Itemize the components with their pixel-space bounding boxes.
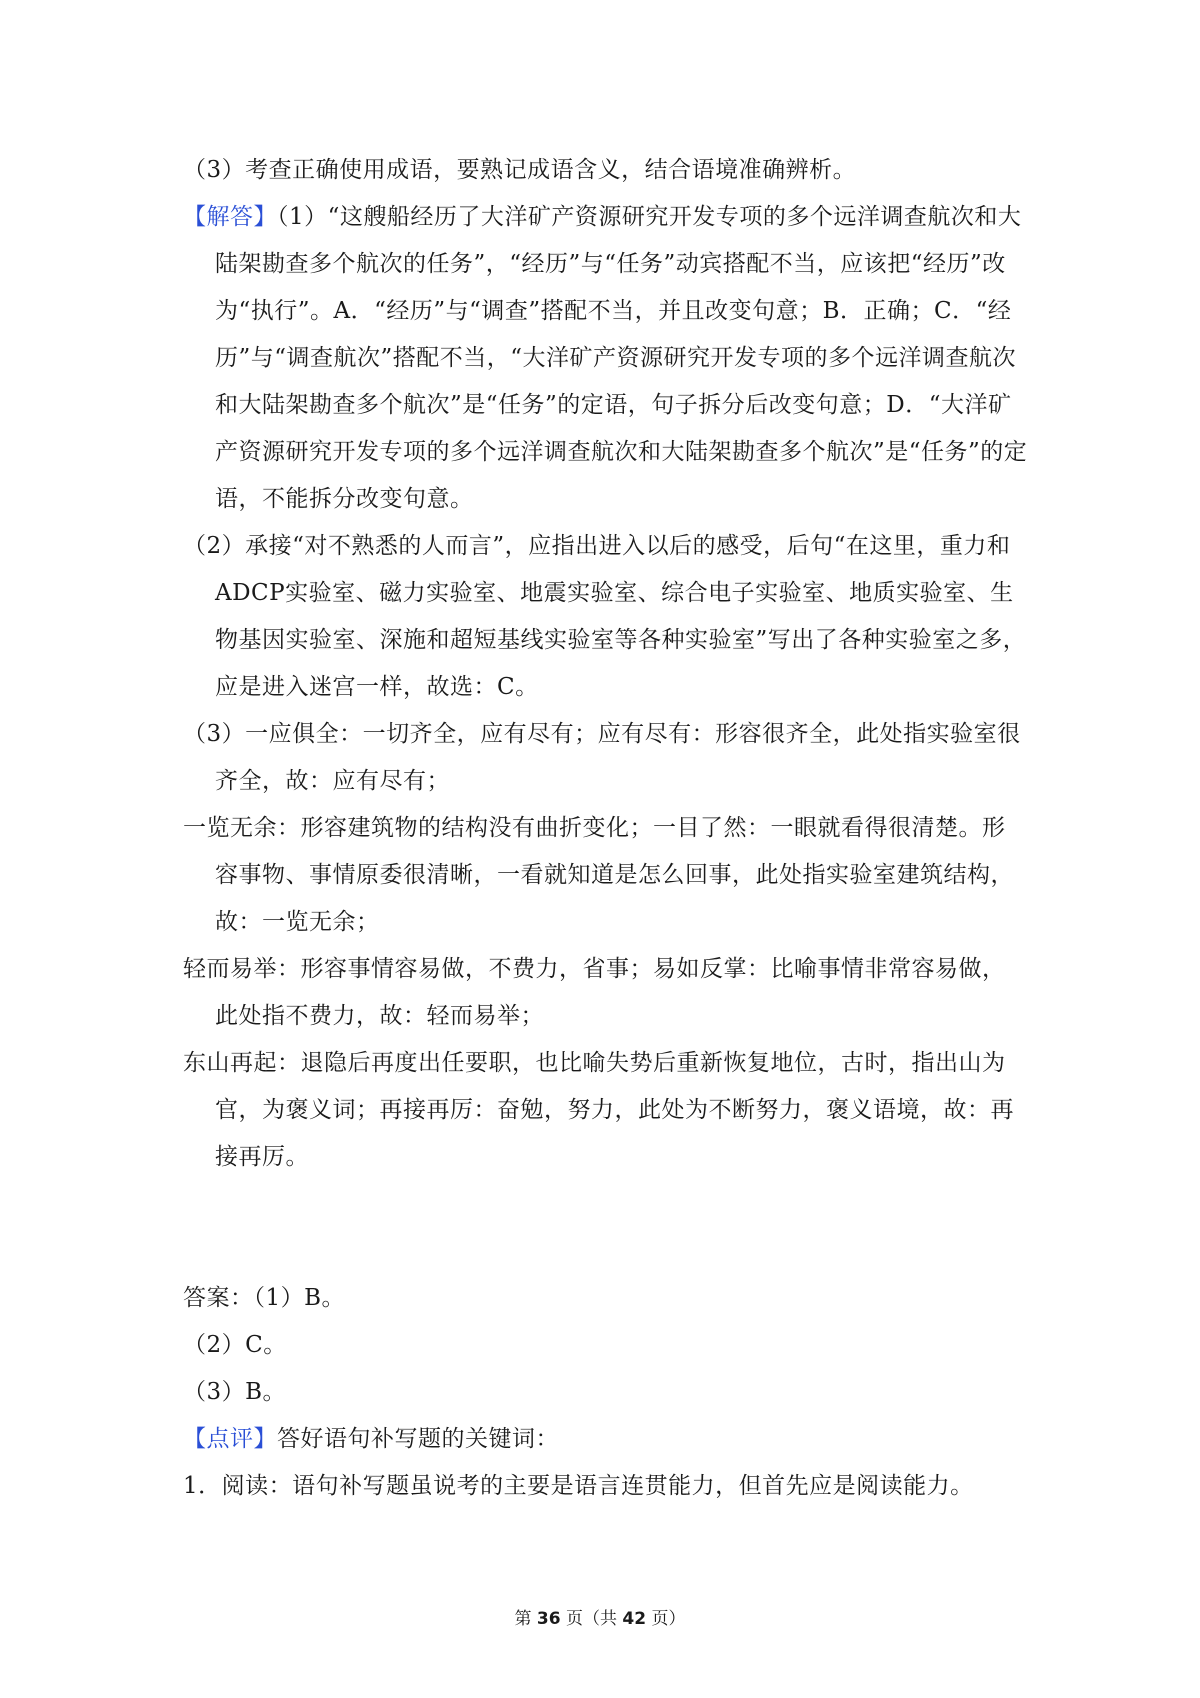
answer-tag: 【解答】 (183, 204, 277, 230)
answer-part-3c: 轻而易举：形容事情容易做，不费力，省事；易如反掌：比喻事情非常容易做，此处指不费力，故：轻而易举； (183, 956, 1006, 1029)
answer-part-3d: 东山再起：退隐后再度出任要职，也比喻失势后重新恢复地位，古时，指出山为官，为褒义词；再接再厉：奋勉，努力，此处为不断努力，褒义语境，故：再接再厉。 (183, 1050, 1014, 1170)
document-body (183, 147, 1028, 1510)
spacer (183, 1181, 1028, 1275)
intro-line: （3）考查正确使用成语，要熟记成语含义，结合语境准确辨析。 (183, 157, 857, 183)
comment-tag: 【点评】 (183, 1426, 277, 1452)
answer-part-1: （1）“这艘船经历了大洋矿产资源研究开发专项的多个远洋调查航次和大陆架勘查多个航次的任务”，“经历”与“任务”动宾搭配不当，应该把“经历”改为“执行”。A．“经历”与“调查”搭配不当，并且改变句意；B．正确；C．“经历”与“调查航次”搭配不当，“大洋矿产资源研究开发专项的多个远洋调查航次和大陆架勘查多个航次”是“任务”的定语，句子拆分后改变句意；D．“大洋矿产资源研究开发专项的多个远洋调查航次和大陆架勘查多个航次”是“任务”的定语，不能拆分改变句意。 (215, 204, 1028, 512)
comment-text: 答好语句补写题的关键词： (277, 1426, 559, 1452)
answer-section (183, 194, 1028, 523)
final-answer-1: 答案：（1）B。 (183, 1285, 346, 1311)
answer-part-2: （2）承接“对不熟悉的人而言”，应指出进入以后的感受，后句“在这里，重力和ADCP实验室、磁力实验室、地震实验室、综合电子实验室、地质实验室、生物基因实验室、深施和超短基线实验室等各种实验室”写出了各种实验室之多，应是进入迷宫一样，故选：C。 (183, 533, 1027, 700)
footer-middle: 页（共 (566, 1609, 617, 1629)
answer-part-3: （3）一应俱全：一切齐全，应有尽有；应有尽有：形容很齐全，此处指实验室很齐全，故：应有尽有； (183, 721, 1021, 794)
final-answer-2: （2）C。 (183, 1332, 287, 1358)
footer-prefix: 第 (514, 1609, 532, 1629)
footer-total-pages: 42 (622, 1609, 647, 1629)
page-footer (0, 1604, 1200, 1629)
answer-part-3b: 一览无余：形容建筑物的结构没有曲折变化；一目了然：一眼就看得很清楚。形容事物、事情原委很清晰，一看就知道是怎么回事，此处指实验室建筑结构，故：一览无余； (183, 815, 1014, 935)
final-answer-3: （3）B。 (183, 1379, 287, 1405)
footer-suffix: 页） (651, 1609, 686, 1629)
footer-page-number: 36 (536, 1609, 561, 1629)
point-1: 1．阅读：语句补写题虽说考的主要是语言连贯能力，但首先应是阅读能力。 (183, 1473, 974, 1499)
comment-section (183, 1416, 1028, 1463)
